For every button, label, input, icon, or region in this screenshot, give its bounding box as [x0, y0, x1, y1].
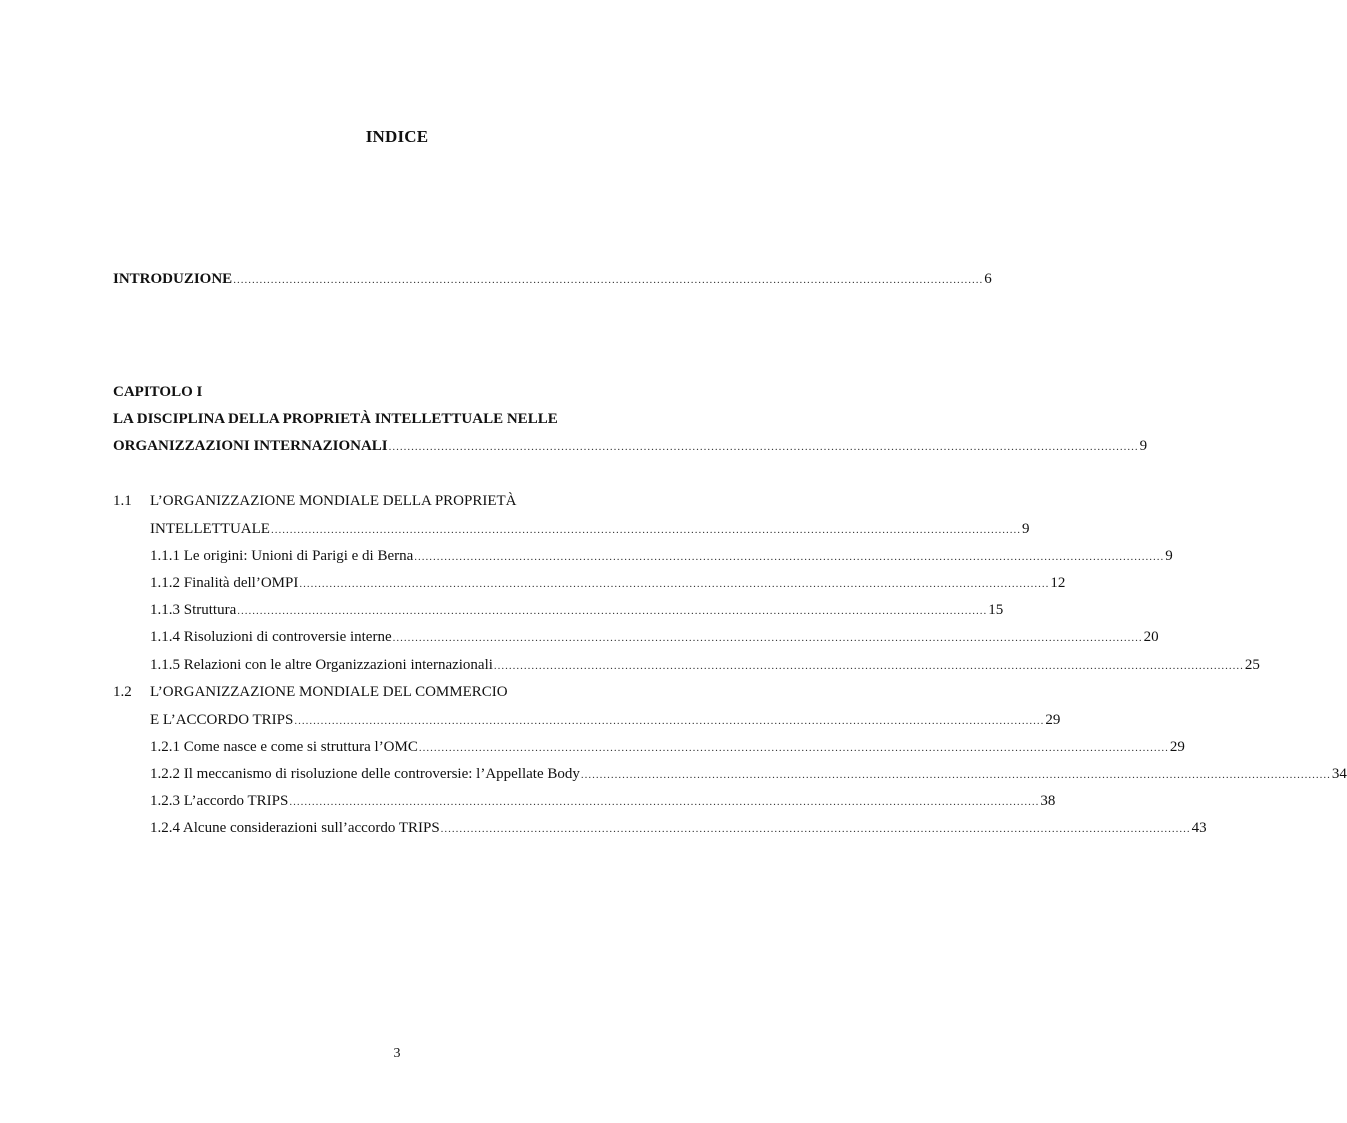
toc-entry-label: 1.2.3 L’accordo TRIPS	[150, 793, 289, 809]
toc-leader-dots: ........................................................................................................................................................................................................	[388, 441, 1139, 453]
toc-page-number: 43	[1191, 820, 1207, 836]
page-number-footer: 3	[393, 1046, 401, 1061]
toc-leader-dots: ........................................................................................................................................................................................................	[392, 632, 1143, 644]
toc-entry-chapter-1[interactable]	[113, 435, 1148, 457]
toc-entry-1-2-1[interactable]	[150, 736, 1185, 758]
toc-entry-label: 1.2.2 Il meccanismo di risoluzione delle controversie: l’Appellate Body	[150, 766, 580, 782]
toc-page-number: 9	[1139, 438, 1148, 454]
toc-entry-section-1-1[interactable]	[150, 518, 1030, 540]
toc-entry-introduction[interactable]	[113, 268, 992, 290]
toc-page-number: 20	[1143, 629, 1159, 645]
chapter-title-line2: ORGANIZZAZIONI INTERNAZIONALI	[113, 438, 388, 454]
toc-page-number: 12	[1050, 575, 1066, 591]
chapter-heading: CAPITOLO I	[113, 384, 203, 400]
toc-entry-label: INTRODUZIONE	[113, 271, 233, 287]
section-number: 1.1	[113, 493, 132, 509]
toc-page-number: 25	[1244, 657, 1260, 673]
toc-entry-label: 1.1.3 Struttura	[150, 602, 237, 618]
toc-leader-dots: ........................................................................................................................................................................................................	[440, 823, 1191, 835]
toc-entry-label: 1.1.1 Le origini: Unioni di Parigi e di Berna	[150, 548, 414, 564]
toc-entry-label: 1.2.1 Come nasce e come si struttura l’OMC	[150, 739, 418, 755]
toc-leader-dots: ........................................................................................................................................................................................................	[270, 524, 1021, 536]
toc-entry-section-1-2[interactable]	[150, 709, 1061, 731]
toc-leader-dots: ........................................................................................................................................................................................................	[580, 769, 1331, 781]
toc-entry-1-1-1[interactable]	[150, 545, 1173, 567]
toc-entry-label: 1.2.4 Alcune considerazioni sull’accordo TRIPS	[150, 820, 440, 836]
toc-entry-1-2-4[interactable]	[150, 817, 1207, 839]
toc-page-number: 9	[1021, 521, 1030, 537]
toc-page-number: 29	[1169, 739, 1185, 755]
toc-entry-label: 1.1.5 Relazioni con le altre Organizzazioni internazionali	[150, 657, 493, 673]
toc-leader-dots: ........................................................................................................................................................................................................	[294, 715, 1045, 727]
toc-entry-label: 1.1.4 Risoluzioni di controversie interne	[150, 629, 392, 645]
section-title-line2: E L’ACCORDO TRIPS	[150, 712, 294, 728]
toc-entry-1-1-3[interactable]	[150, 599, 1004, 621]
chapter-title-line1: LA DISCIPLINA DELLA PROPRIETÀ INTELLETTUALE NELLE	[113, 411, 558, 427]
toc-leader-dots: ........................................................................................................................................................................................................	[299, 578, 1050, 590]
toc-leader-dots: ........................................................................................................................................................................................................	[237, 605, 988, 617]
toc-page-number: 15	[988, 602, 1004, 618]
section-number: 1.2	[113, 684, 132, 700]
toc-page-number: 34	[1331, 766, 1347, 782]
page-title: INDICE	[365, 127, 429, 146]
toc-page-number: 6	[984, 271, 992, 287]
section-title-line2: INTELLETTUALE	[150, 521, 270, 537]
toc-leader-dots: ........................................................................................................................................................................................................	[418, 742, 1169, 754]
toc-page-number: 38	[1040, 793, 1056, 809]
toc-page-number: 29	[1045, 712, 1061, 728]
toc-page-number: 9	[1165, 548, 1173, 564]
toc-entry-1-2-2[interactable]	[150, 763, 1347, 785]
toc-entry-label: 1.1.2 Finalità dell’OMPI	[150, 575, 299, 591]
toc-leader-dots: ........................................................................................................................................................................................................	[289, 796, 1040, 808]
toc-entry-1-1-5[interactable]	[150, 654, 1260, 676]
toc-entry-1-1-4[interactable]	[150, 626, 1159, 648]
section-title-line1: L’ORGANIZZAZIONE MONDIALE DEL COMMERCIO	[150, 684, 508, 700]
toc-leader-dots: ........................................................................................................................................................................................................	[414, 551, 1165, 563]
toc-entry-1-1-2[interactable]	[150, 572, 1066, 594]
toc-leader-dots: ........................................................................................................................................................................................................	[233, 274, 984, 286]
section-title-line1: L’ORGANIZZAZIONE MONDIALE DELLA PROPRIETÀ	[150, 493, 517, 509]
toc-entry-1-2-3[interactable]	[150, 790, 1056, 812]
toc-leader-dots: ........................................................................................................................................................................................................	[493, 660, 1244, 672]
